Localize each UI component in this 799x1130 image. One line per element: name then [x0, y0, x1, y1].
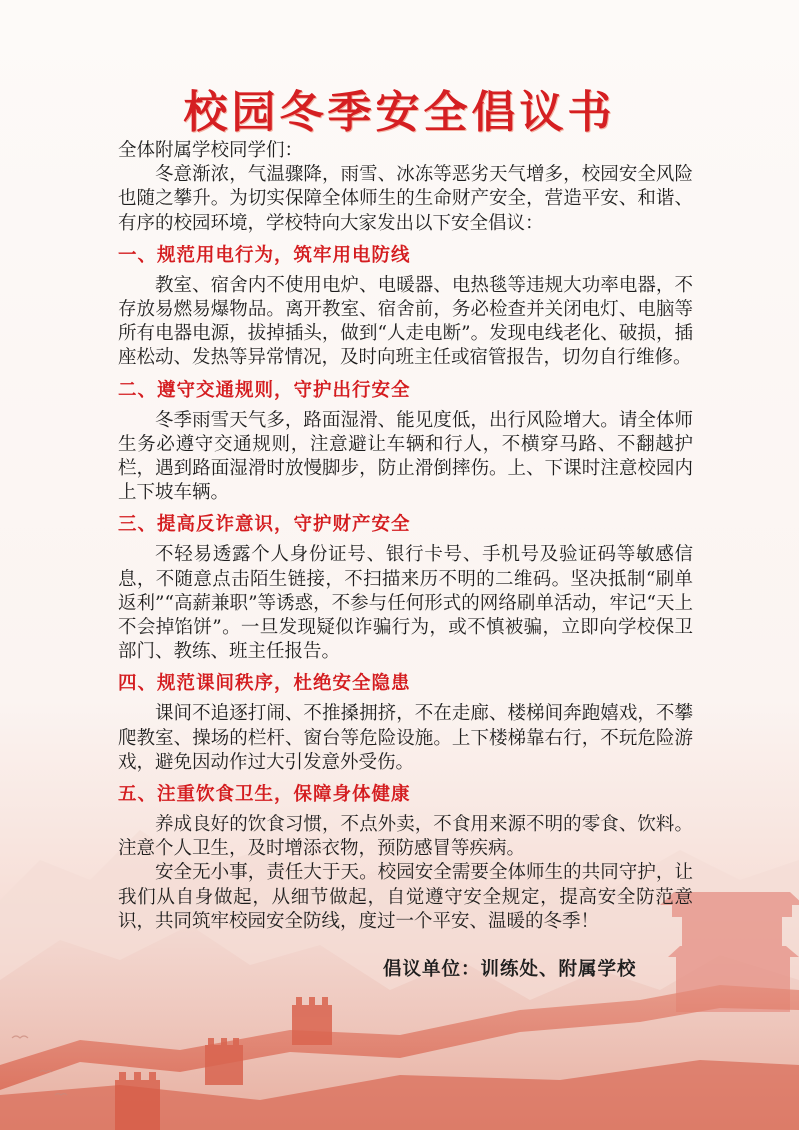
section-text-anti-fraud: 不轻易透露个人身份证号、银行卡号、手机号及验证码等敏感信息，不随意点击陌生链接，不扫描来历不明的二维码。坚决抵制“刷单返利”“高薪兼职”等诱惑，不参与任何形式的网络刷单活动，牢记“天上不会掉馅饼”。一旦发现疑似诈骗行为，或不慎被骗，立即向学校保卫部门、教练、班主任报告。 — [118, 544, 693, 663]
page-title: 校园冬季安全倡议书 — [183, 87, 616, 138]
closing-paragraph: 安全无小事，责任大于天。校园安全需要全体师生的共同守护，让我们从自身做起，从细节做起，自觉遵守安全规定，提高安全防范意识，共同筑牢校园安全防线，度过一个平安、温暖的冬季！ — [118, 862, 693, 932]
signature: 倡议单位：训练处、附属学校 — [383, 959, 637, 980]
section-heading-electricity: 一、规范用电行为，筑牢用电防线 — [118, 244, 411, 266]
section-text-break-order: 课间不追逐打闹、不推搡拥挤，不在走廊、楼梯间奔跑嬉戏，不攀爬教室、操场的栏杆、窗台等危险设施。上下楼梯靠右行，不玩危险游戏，避免因动作过大引发意外受伤。 — [118, 703, 693, 773]
section-heading-anti-fraud: 三、提高反诈意识，守护财产安全 — [118, 514, 411, 536]
greeting: 全体附属学校同学们： — [118, 140, 304, 161]
section-heading-food-hygiene: 五、注重饮食卫生，保障身体健康 — [118, 784, 411, 806]
section-text-traffic: 冬季雨雪天气多，路面湿滑、能见度低，出行风险增大。请全体师生务必遵守交通规则，注意避让车辆和行人，不横穿马路、不翻越护栏，遇到路面湿滑时放慢脚步，防止滑倒摔伤。上、下课时注意校园内上下坡车辆。 — [118, 409, 693, 504]
section-text-electricity: 教室、宿舍内不使用电炉、电暖器、电热毯等违规大功率电器，不存放易燃易爆物品。离开教室、宿舍前，务必检查并关闭电灯、电脑等所有电器电源，拔掉插头，做到“人走电断”。发现电线老化、破损，插座松动、发热等异常情况，及时向班主任或宿管报告，切勿自行维修。 — [118, 274, 693, 369]
intro-paragraph: 冬意渐浓，气温骤降，雨雪、冰冻等恶劣天气增多，校园安全风险也随之攀升。为切实保障全体师生的生命财产安全，营造平安、和谐、有序的校园环境，学校特向大家发出以下安全倡议： — [118, 164, 693, 234]
section-heading-traffic: 二、遵守交通规则，守护出行安全 — [118, 379, 411, 401]
letter-body — [118, 139, 693, 934]
section-text-food-hygiene: 养成良好的饮食习惯，不点外卖，不食用来源不明的零食、饮料。注意个人卫生，及时增添衣物，预防感冒等疾病。 — [118, 814, 693, 860]
section-heading-break-order: 四、规范课间秩序，杜绝安全隐患 — [118, 673, 411, 695]
